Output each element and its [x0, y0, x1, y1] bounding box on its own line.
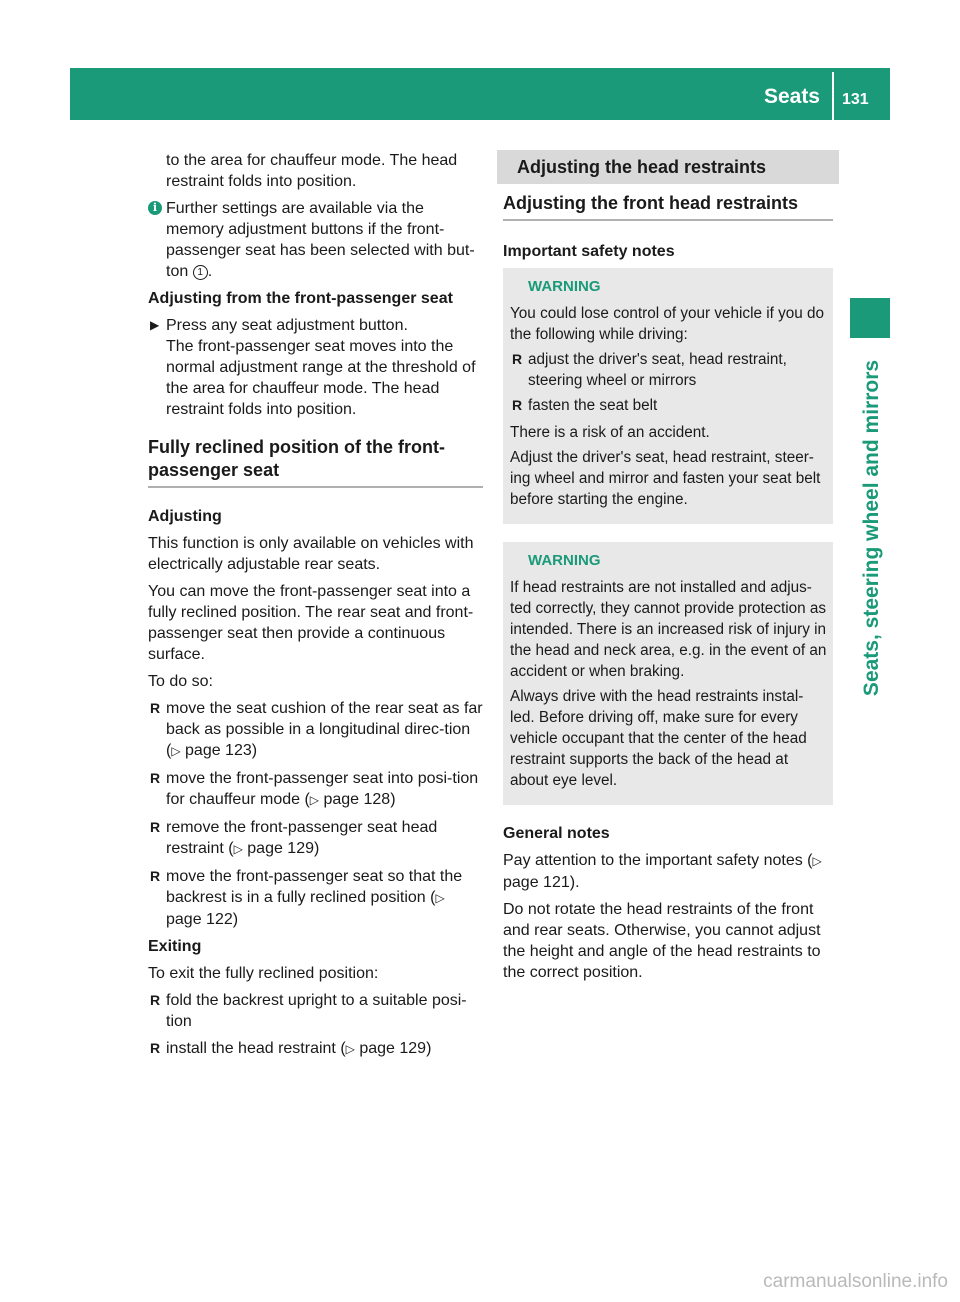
- list-item-text: move the seat cushion of the rear seat as far back as possible in a longitudinal direc-tion (: [166, 700, 483, 759]
- header-divider: [832, 72, 834, 120]
- warning-label: WARNING: [528, 278, 601, 295]
- subheading-front-passenger: Adjusting from the front-passenger seat: [148, 290, 453, 307]
- page-reference-link[interactable]: page 121).: [503, 874, 580, 891]
- bullet-list: [148, 990, 483, 1060]
- list-item: [148, 866, 483, 930]
- warning-text: You could lose control of your vehicle if you do the following while driving:: [510, 305, 825, 343]
- warning-text: Adjust the driver's seat, head restraint, steer-ing wheel and mirror and fasten your seat belt before starting the engine.: [510, 449, 821, 508]
- warning-text: If head restraints are not installed and adjus-ted correctly, they cannot provide protection as intended. There is an increased risk of injury in the head and neck area, e.g. in the event of an accident or when braking.: [510, 579, 827, 680]
- subheading-adjusting: Adjusting: [148, 508, 222, 525]
- page-number: 131: [842, 91, 869, 108]
- warning-box: [503, 542, 833, 805]
- list-item: [510, 395, 827, 416]
- step-result: The front-passenger seat moves into the normal adjustment range at the threshold of the area for chauffeur mode. The head restraint folds into position.: [166, 338, 476, 418]
- bullet-icon: R: [150, 819, 161, 835]
- step-text: Press any seat adjustment button.: [166, 317, 408, 334]
- paragraph: Do not rotate the head restraints of the front and rear seats. Otherwise, you cannot adjust the height and angle of the head restraints to the correct position.: [503, 901, 821, 981]
- list-item-text: fasten the seat belt: [528, 397, 658, 414]
- list-item-text: install the head restraint (: [166, 1040, 346, 1057]
- info-text: Further settings are available via the memory adjustment buttons if the front-passenger seat has been selected with but-ton: [166, 200, 475, 280]
- bullet-list: [510, 349, 827, 416]
- page-ref-arrow-icon: ▷: [171, 744, 181, 758]
- section-title: Seats: [763, 85, 820, 108]
- page-reference-link[interactable]: page 129): [359, 1040, 432, 1057]
- step-arrow-icon: ▶: [150, 318, 160, 332]
- list-item: [148, 768, 483, 811]
- bullet-icon: R: [150, 868, 161, 884]
- chapter-side-label: Seats, steering wheel and mirrors: [860, 359, 883, 697]
- continued-paragraph: to the area for chauffeur mode. The head restraint folds into position.: [166, 152, 458, 190]
- subsection-heading-front: Adjusting the front head restraints: [503, 192, 833, 221]
- list-item-text: move the front-passenger seat so that the backrest is in a fully reclined position (: [166, 868, 463, 906]
- button-1-icon: 1: [193, 265, 208, 280]
- instruction-step: [148, 315, 483, 420]
- page-ref-arrow-icon: ▷: [435, 891, 445, 905]
- section-heading-head-restraints: Adjusting the head restraints: [497, 150, 839, 184]
- side-tab-marker: [850, 298, 890, 338]
- page-reference-link[interactable]: page 123): [185, 742, 258, 759]
- list-item-text: move the front-passenger seat into posi-tion for chauffeur mode (: [166, 770, 479, 808]
- list-item: [148, 990, 483, 1032]
- subheading-safety-notes: Important safety notes: [503, 243, 675, 260]
- warning-title: [510, 276, 827, 297]
- list-item: [148, 817, 483, 860]
- paragraph: This function is only available on vehicles with electrically adjustable rear seats.: [148, 535, 474, 573]
- subheading-general-notes: General notes: [503, 825, 610, 842]
- page-ref-arrow-icon: ▷: [309, 793, 320, 807]
- right-column: [503, 150, 833, 989]
- page-reference-link[interactable]: page 129): [247, 840, 320, 857]
- section-heading-reclined: Fully reclined position of the front-passenger seat: [148, 436, 483, 488]
- page-reference-link[interactable]: page 128): [323, 791, 396, 808]
- paragraph: To exit the fully reclined position:: [148, 965, 379, 982]
- warning-title: [510, 550, 827, 571]
- left-column: [148, 150, 483, 1066]
- warning-text: Always drive with the head restraints instal-led. Before driving off, make sure for every vehicle occupant that the center of the head restraint supports the back of the head at about eye level.: [510, 688, 807, 789]
- list-item: [148, 698, 483, 762]
- bullet-icon: R: [150, 770, 161, 786]
- warning-text: There is a risk of an accident.: [510, 424, 710, 441]
- watermark: carmanualsonline.info: [763, 1271, 948, 1292]
- page-ref-arrow-icon: ▷: [345, 1042, 355, 1056]
- bullet-icon: R: [512, 397, 523, 413]
- list-item-text: adjust the driver's seat, head restraint, steering wheel or mirrors: [528, 351, 787, 389]
- info-icon: i: [148, 201, 162, 215]
- page-reference-link[interactable]: page 122): [166, 911, 239, 928]
- list-item: [510, 349, 827, 391]
- info-text-end: .: [207, 263, 213, 280]
- paragraph: To do so:: [148, 673, 213, 690]
- page-ref-arrow-icon: ▷: [233, 842, 243, 856]
- list-item-text: remove the front-passenger seat head restraint (: [166, 819, 438, 857]
- warning-box: [503, 268, 833, 524]
- bullet-icon: R: [150, 992, 161, 1008]
- paragraph: You can move the front-passenger seat into a fully reclined position. The rear seat and front-passenger seat then provide a continuous surface.: [148, 583, 474, 663]
- bullet-icon: R: [512, 351, 523, 367]
- page-ref-arrow-icon: ▷: [812, 854, 822, 868]
- paragraph-text: Pay attention to the important safety notes (: [503, 852, 813, 869]
- list-item-text: fold the backrest upright to a suitable posi-tion: [166, 992, 467, 1030]
- bullet-icon: R: [150, 1040, 161, 1056]
- subheading-exiting: Exiting: [148, 938, 202, 955]
- bullet-icon: R: [150, 700, 161, 716]
- bullet-list: [148, 698, 483, 930]
- paragraph: [503, 850, 833, 893]
- info-note: [148, 198, 483, 282]
- list-item: [148, 1038, 483, 1060]
- warning-label: WARNING: [528, 552, 601, 569]
